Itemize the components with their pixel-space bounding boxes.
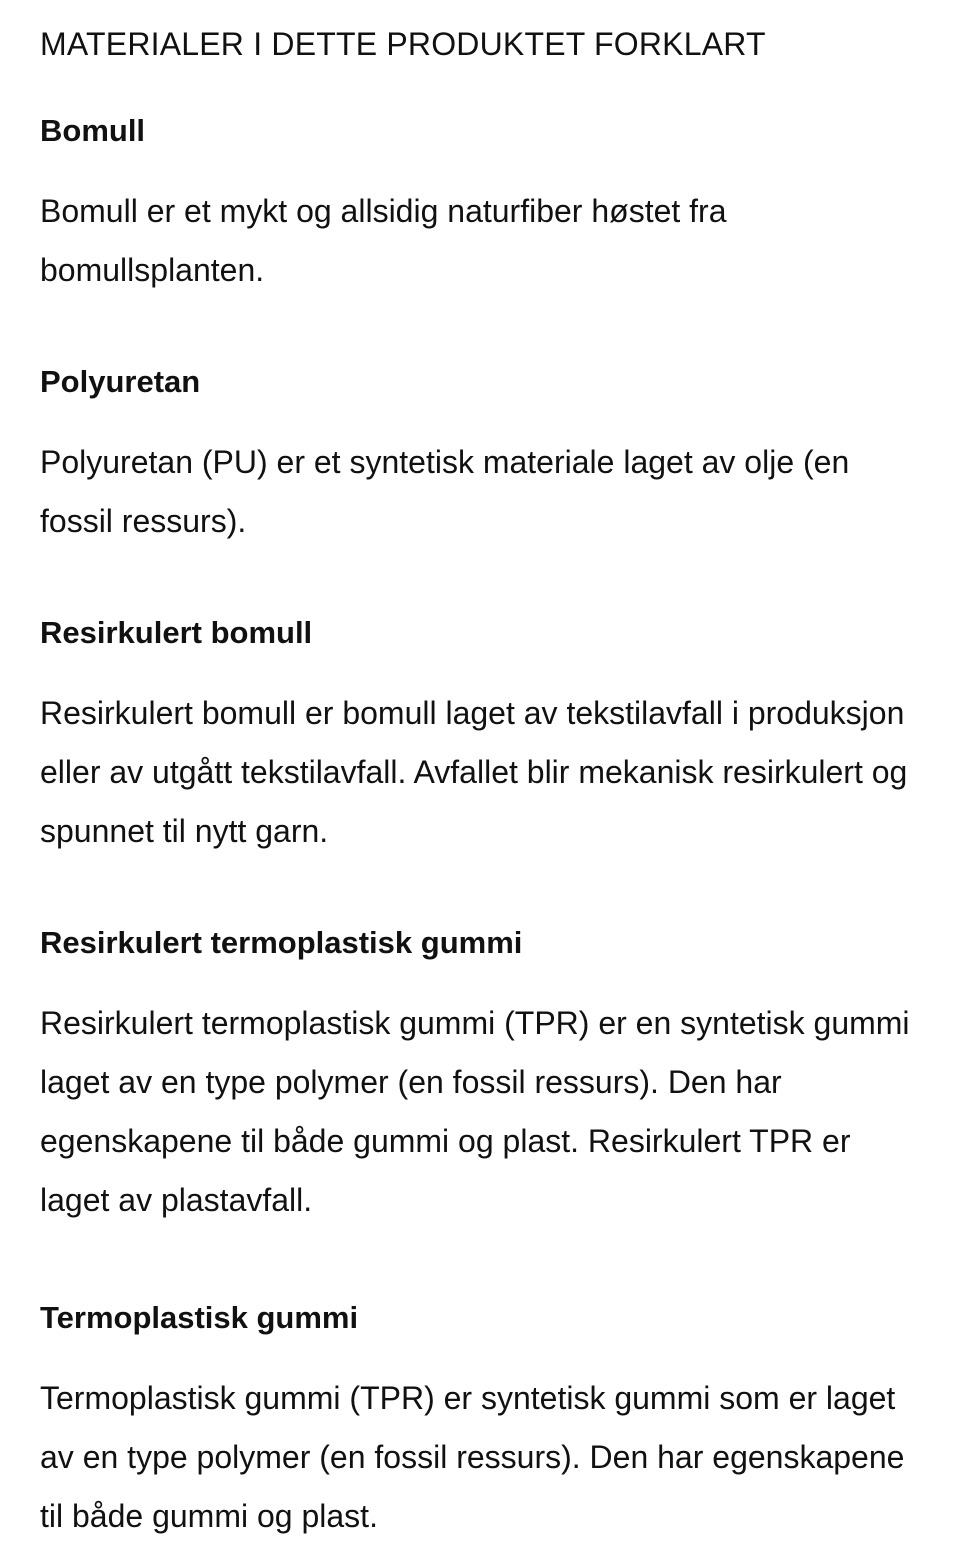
material-name: Resirkulert termoplastisk gummi: [40, 925, 523, 960]
material-description: Resirkulert termoplastisk gummi (TPR) er en syntetisk gummi laget av en type polymer (en fossil ressurs). Den har egenskapene til både gummi og plast. Resirkulert TPR er laget av plastavfall.: [40, 1005, 910, 1218]
material-description: Resirkulert bomull er bomull laget av tekstilavfall i produksjon eller av utgått tekstilavfall. Avfallet blir mekanisk resirkulert og spunnet til nytt garn.: [40, 695, 908, 849]
material-section-resirkulert-termoplastisk-gummi: [40, 920, 920, 1230]
material-description: Polyuretan (PU) er et syntetisk materiale laget av olje (en fossil ressurs).: [40, 444, 850, 539]
material-name: Termoplastisk gummi: [40, 1300, 359, 1335]
material-section-polyuretan: [40, 359, 920, 551]
material-section-termoplastisk-gummi: [40, 1295, 920, 1546]
material-section-bomull: [40, 108, 920, 300]
material-name: Bomull: [40, 113, 146, 148]
page-title: MATERIALER I DETTE PRODUKTET FORKLART: [40, 26, 766, 62]
material-description: Bomull er et mykt og allsidig naturfiber høstet fra bomullsplanten.: [40, 193, 727, 288]
material-name: Resirkulert bomull: [40, 615, 313, 650]
material-section-resirkulert-bomull: [40, 610, 920, 861]
material-description: Termoplastisk gummi (TPR) er syntetisk gummi som er laget av en type polymer (en fossil ressurs). Den har egenskapene til både gummi og plast.: [40, 1380, 905, 1534]
material-name: Polyuretan: [40, 364, 201, 399]
